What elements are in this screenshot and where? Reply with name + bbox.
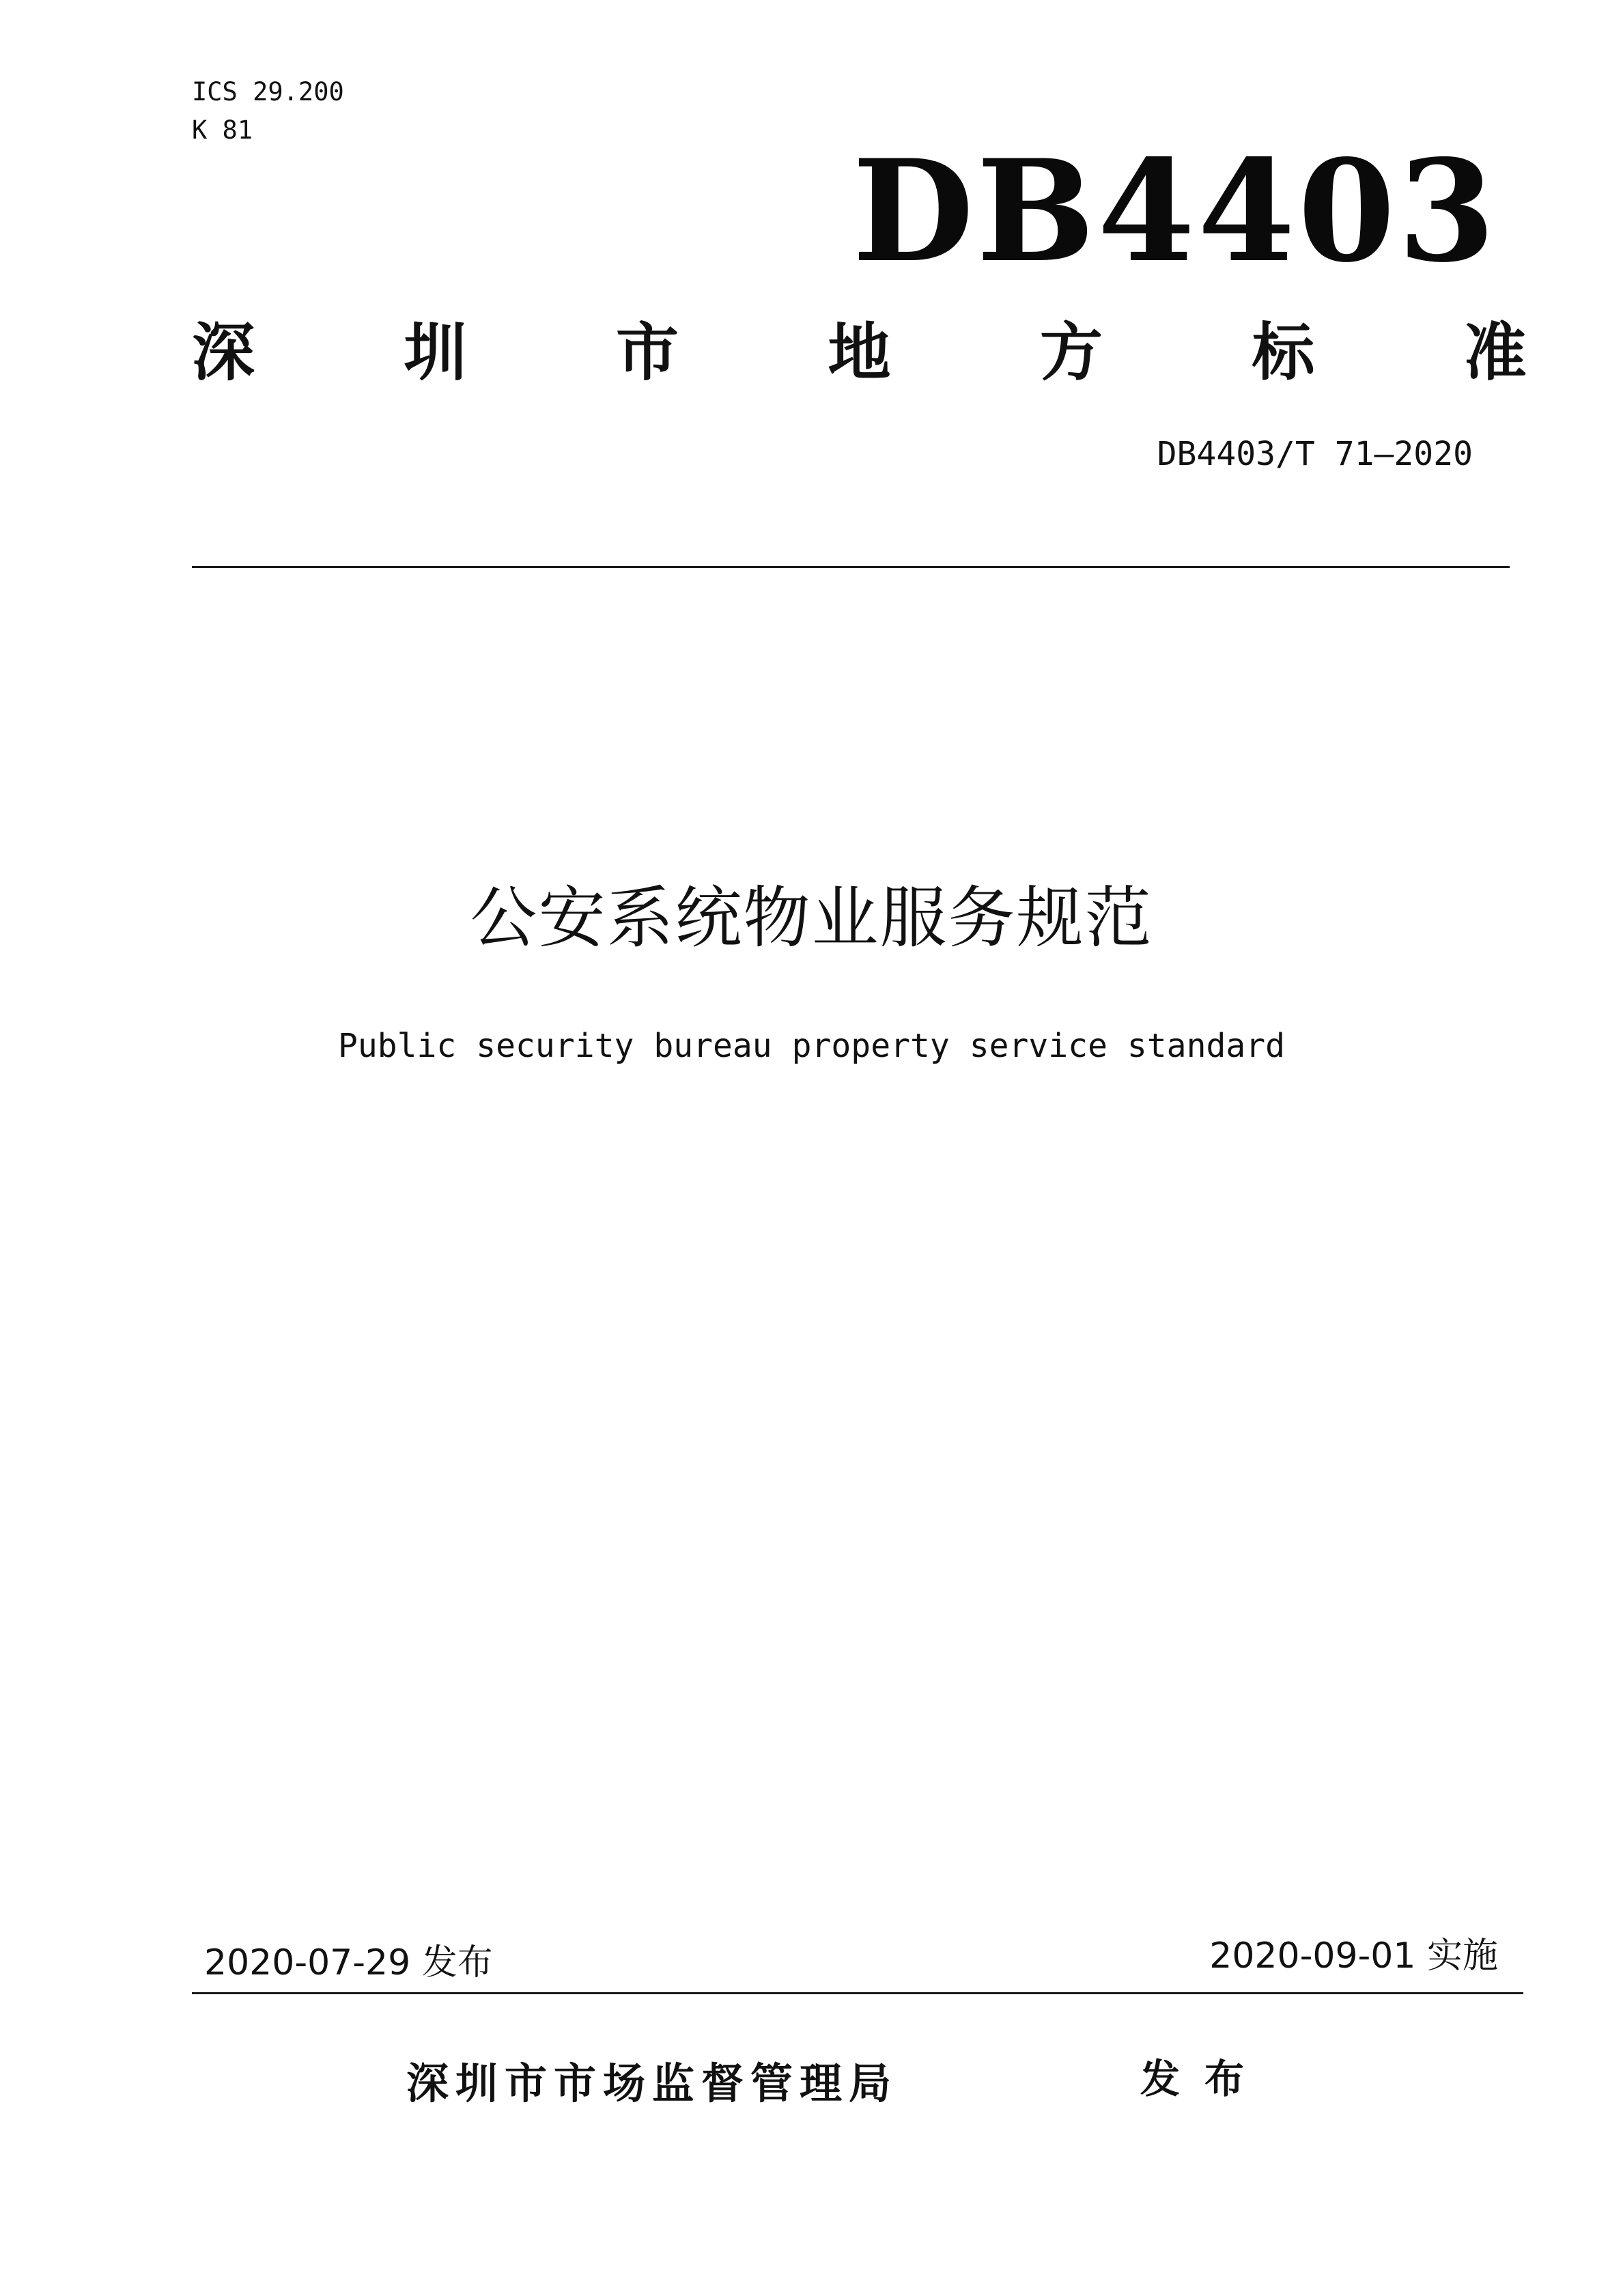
standard-logo: DB4403: [852, 130, 1498, 294]
implementation-date: 2020-09-01 实施: [1209, 1936, 1498, 1976]
standard-type-char: 准: [1463, 316, 1527, 389]
standard-number: DB4403/T 71—2020: [1157, 435, 1473, 473]
ics-code: ICS 29.200: [192, 77, 344, 107]
standard-type-char: 市: [615, 316, 679, 389]
standard-type-heading: [192, 315, 1527, 391]
classification-code: K 81: [192, 115, 253, 145]
bottom-divider: [192, 1992, 1523, 1994]
publish-label: 发布: [1140, 2056, 1269, 2102]
standard-type-char: 方: [1039, 316, 1103, 389]
top-divider: [192, 566, 1510, 568]
standard-type-char: 标: [1252, 316, 1315, 389]
issue-date: 2020-07-29 发布: [204, 1942, 493, 1983]
document-title-chinese: 公安系统物业服务规范: [470, 879, 1153, 957]
document-title-english: Public security bureau property service standard: [337, 1027, 1286, 1065]
standard-type-char: 地: [828, 316, 891, 389]
standard-type-char: 圳: [404, 316, 467, 389]
standard-type-char: 深: [192, 316, 255, 389]
issuing-authority: 深圳市市场监督管理局: [406, 2058, 899, 2108]
